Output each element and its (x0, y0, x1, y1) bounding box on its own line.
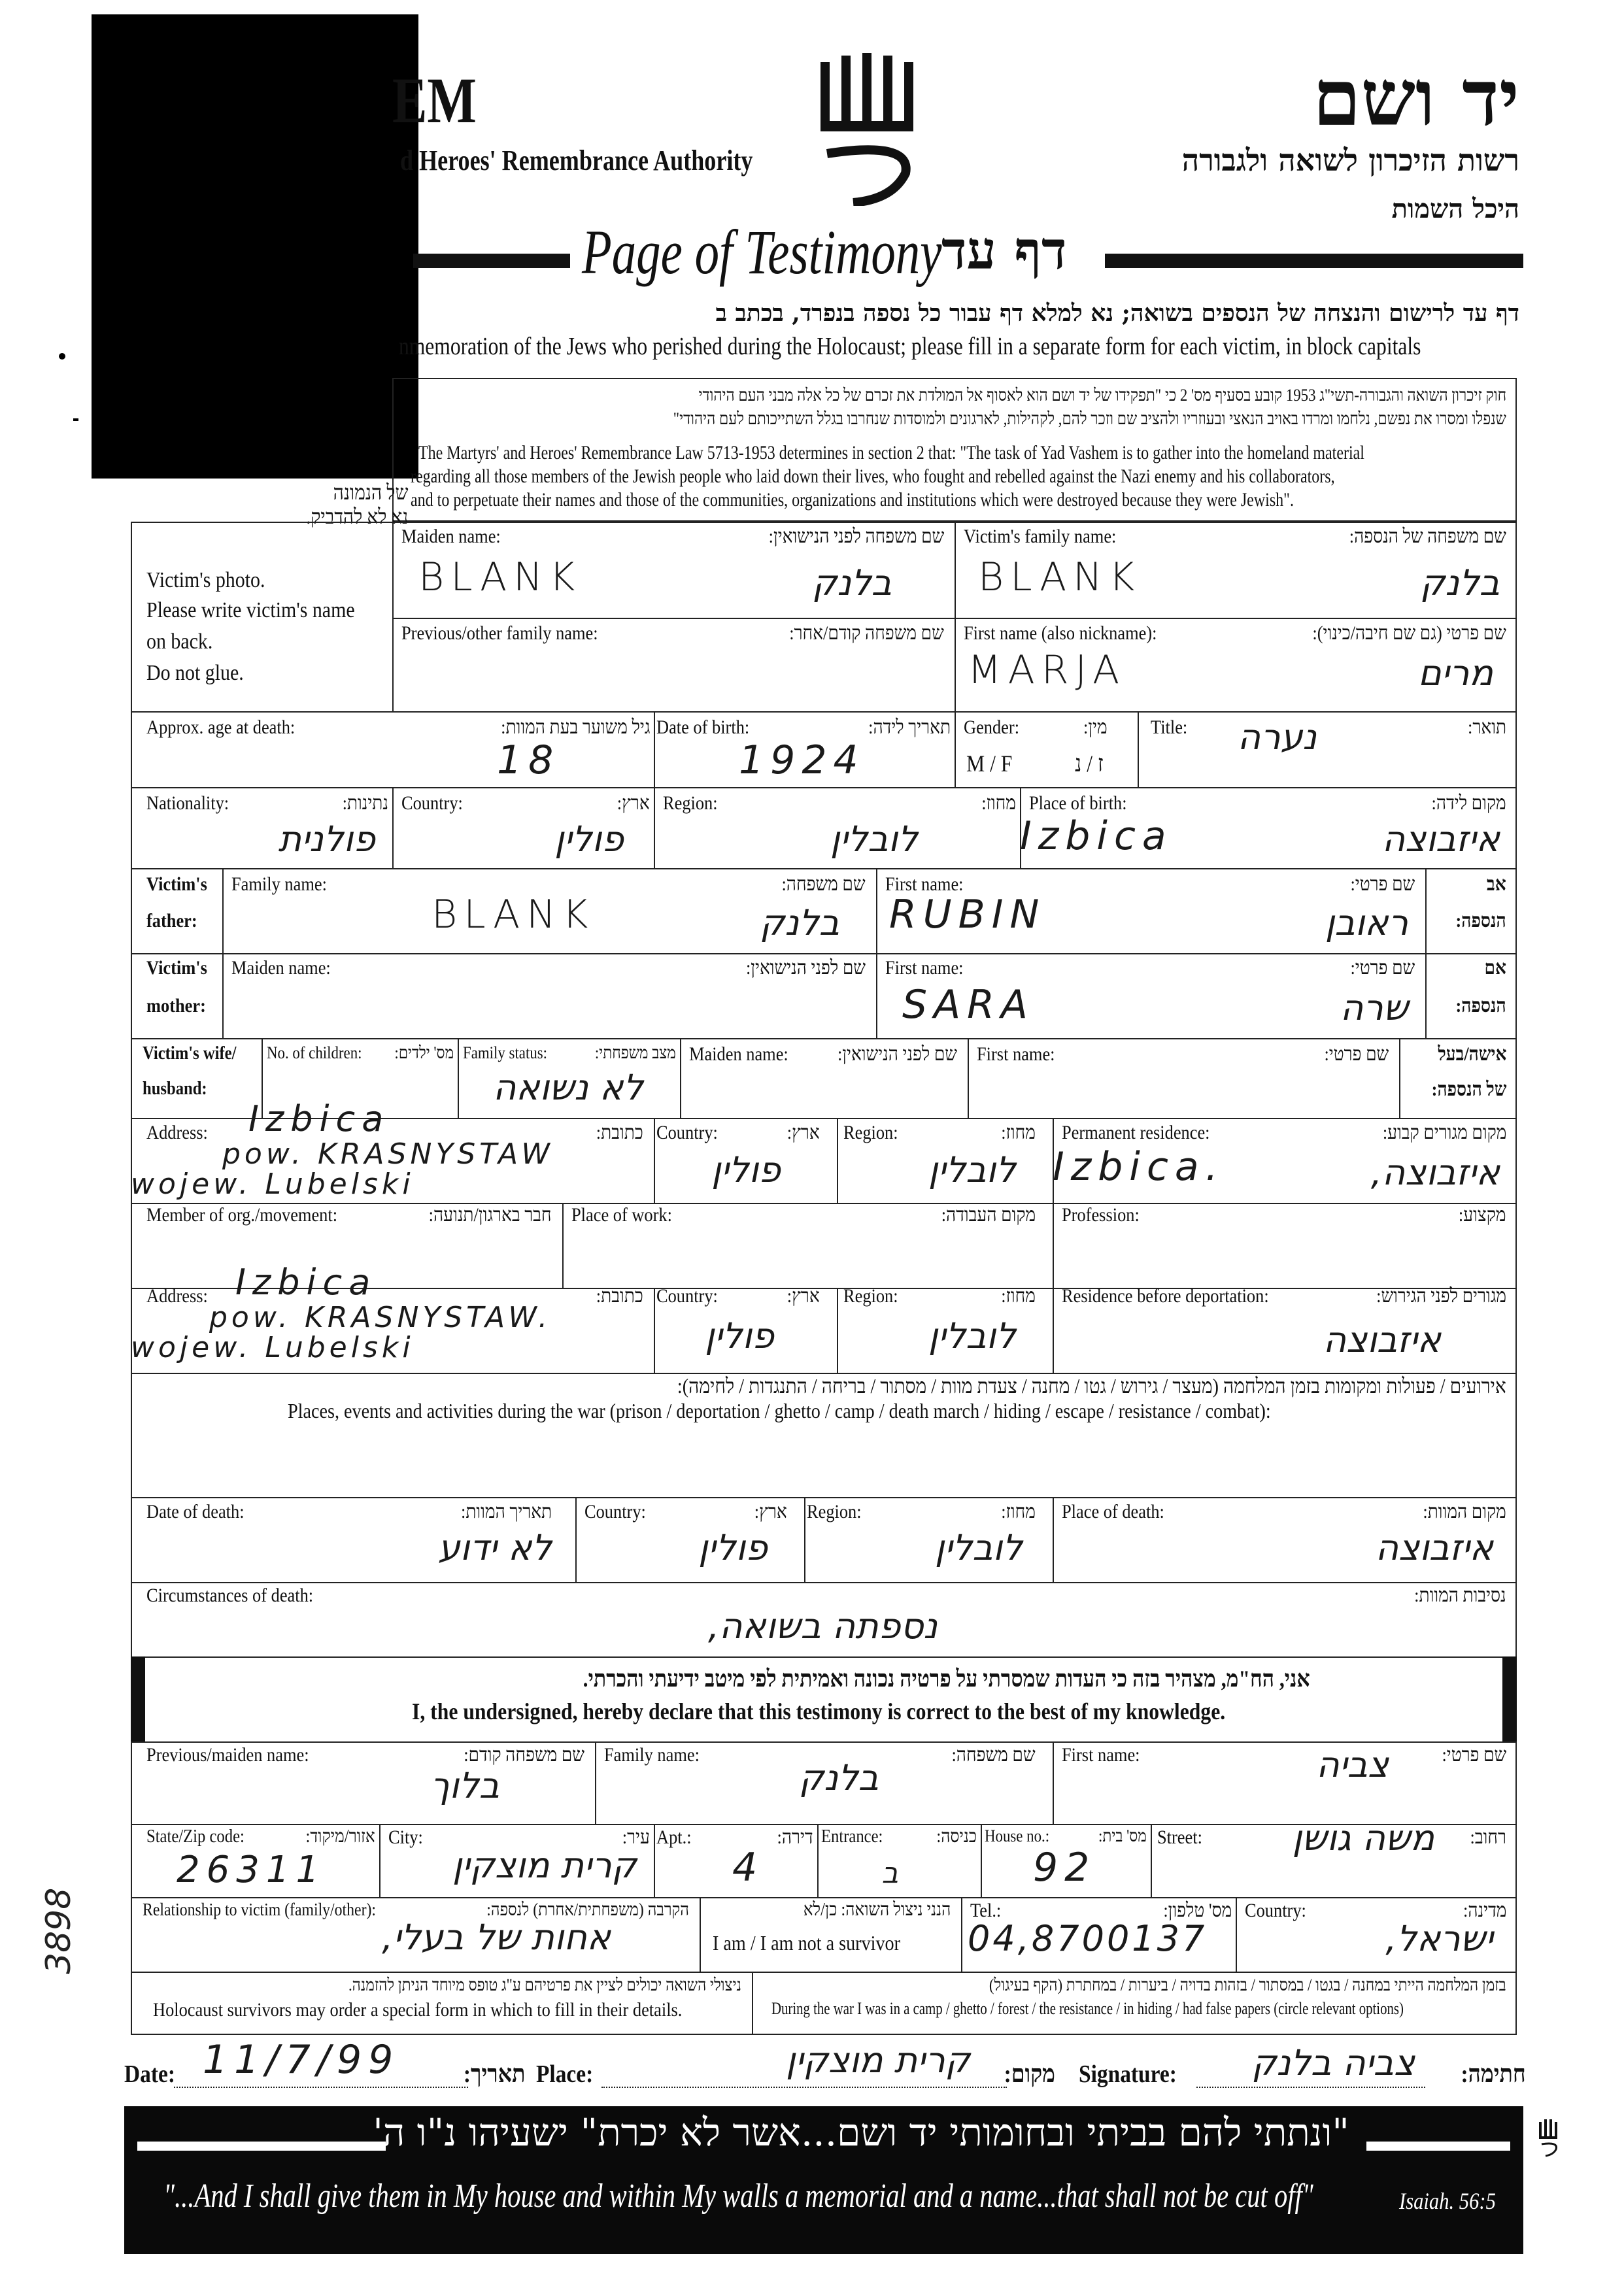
member-label-he: חבר בארגון/תנועה: (429, 1204, 552, 1226)
children-label-he: מס' ילדים: (394, 1043, 454, 1062)
mother-maiden-label: Maiden name: (231, 957, 331, 979)
spouse-label-he-2: של הנספה: (1431, 1079, 1506, 1100)
address-line3: wojew. Lubelski (131, 1168, 414, 1201)
death-region-value: לובלין (934, 1527, 1023, 1568)
father-family-value-he: בלנק (760, 902, 839, 943)
street-label-he: רחוב: (1470, 1826, 1506, 1848)
sub-family-value: בלנק (799, 1757, 879, 1798)
death-date-label-he: תאריך המוות: (460, 1501, 552, 1522)
dep-country-label: Country: (656, 1285, 718, 1307)
city-label-he: עיר: (622, 1826, 650, 1848)
sub-first-value: צביה (1316, 1744, 1389, 1785)
prev-name-label: Previous/other family name: (401, 622, 598, 644)
family-name-value: BLANK (978, 554, 1142, 600)
father-first-label-he: שם פרטי: (1350, 873, 1415, 895)
zip-label-he: אזור/מיקוד: (305, 1826, 375, 1847)
workplace-label-he: מקום העבודה: (941, 1204, 1036, 1226)
spouse-first-label-he: שם פרטי: (1324, 1043, 1389, 1065)
permanent-label-he: מקום מגורים קבוע: (1382, 1122, 1506, 1143)
relationship-label-he: הקרבה (משפחתית/אחרת) לנספה: (486, 1900, 689, 1919)
address-label-he: כתובת: (596, 1122, 643, 1143)
header-en-authority: d Heroes' Remembrance Authority (400, 144, 753, 176)
sub-prev-label: Previous/maiden name: (146, 1744, 309, 1766)
sig-place-label-he: מקום: (1004, 2060, 1055, 2088)
tel-label: Tel.: (970, 1900, 1002, 1921)
header-he-hall: היכל השמות (1391, 193, 1519, 224)
sig-sign-value: צביה בלנק (1251, 2042, 1415, 2083)
page-of-testimony-he: דף עד (941, 220, 1067, 281)
survivor-label: I am / I am not a survivor (713, 1931, 901, 1955)
first-name-value: MARJA (968, 647, 1126, 693)
death-circ-value: נספתה בשואה, (707, 1605, 938, 1647)
father-label-en-2: father: (146, 910, 197, 932)
permanent-label: Permanent residence: (1062, 1122, 1210, 1143)
father-family-label: Family name: (231, 873, 327, 895)
dob-value: 1924 (739, 737, 865, 783)
age-value: 18 (497, 737, 560, 783)
photo-he-1: של הנמונה (333, 480, 408, 504)
sig-place-label: Place: (536, 2060, 594, 2088)
dep-region-value: לובלין (928, 1315, 1016, 1356)
address-line2: pow. KRASNYSTAW (222, 1137, 554, 1171)
res-country-label: Country: (656, 1122, 718, 1143)
declaration-bar-left (131, 1656, 145, 1741)
spouse-label-he-1: אישה/בעל (1437, 1043, 1506, 1065)
death-place-value: איזבוצה (1375, 1527, 1493, 1568)
nationality-label-he: נתינות: (342, 792, 388, 814)
title-rule-right (1105, 254, 1523, 268)
region-label-he: מחוז: (981, 792, 1016, 814)
death-region-label: Region: (807, 1501, 862, 1522)
mother-maiden-label-he: שם לפני הנישואין: (745, 957, 866, 979)
scan-speck (59, 353, 65, 360)
house-label-he: מס' בית: (1098, 1826, 1147, 1845)
pob-value-he: איזבוצה (1381, 818, 1500, 860)
wartime-en: Places, events and activities during the war (prison / deportation / ghetto / camp / death march / hiding / escape / resistance / combat): (288, 1399, 1271, 1422)
maiden-name-label-he: שם משפחה לפני הנישואין: (768, 526, 944, 547)
permanent-value: Izbica. (1053, 1144, 1225, 1190)
sig-date-label-he: תאריך: (464, 2060, 526, 2088)
res-region-value: לובלין (928, 1149, 1016, 1190)
family-name-label: Victim's family name: (964, 526, 1117, 547)
scan-speck (73, 418, 78, 421)
death-place-label: Place of death: (1062, 1501, 1164, 1522)
father-family-label-he: שם משפחה: (781, 873, 866, 895)
father-first-label: First name: (885, 873, 964, 895)
res-country-label-he: ארץ: (787, 1122, 820, 1143)
mother-label-en-1: Victim's (146, 957, 207, 979)
spouse-label-en-2: husband: (143, 1079, 207, 1099)
law-he-2: שנפלו ומסרו את נפשם, נלחמו ומרדו באויב הנאצי ובעוזריו ולהציב שם וזכר להם, לקהילות, לארגונים ולמוסדות שנחרבו בגלל השתייכותם לעם היהודי" (673, 409, 1506, 428)
family-name-label-he: שם משפחה של הנספה: (1349, 526, 1506, 547)
city-label: City: (388, 1826, 423, 1848)
survivor-label-he: הנני ניצול השואה: כן/לא (803, 1900, 951, 1920)
spouse-label-en-1: Victim's wife/ (143, 1043, 237, 1064)
maiden-name-value: BLANK (418, 554, 582, 600)
res-country-value: פולין (711, 1149, 781, 1190)
death-country-label: Country: (584, 1501, 646, 1522)
sub-prev-value: בלוך (430, 1765, 499, 1806)
first-name-label: First name (also nickname): (964, 622, 1157, 644)
relationship-value: אחות של בעלי, (382, 1917, 611, 1958)
photo-en-3: on back. (146, 630, 213, 654)
zip-value: 26311 (177, 1849, 326, 1891)
dep-address-line3: wojew. Lubelski (131, 1331, 414, 1364)
sig-place-value: קרית מוצקין (785, 2040, 970, 2081)
dep-country-value: פולין (705, 1315, 774, 1356)
dep-region-label: Region: (843, 1285, 898, 1307)
first-name-value-he: מרים (1417, 652, 1493, 694)
instructions-he: דף עד לרישום והנצחה של הנספים בשואה; נא למלא דף עבור כל נספה בנפרד, בכתב ב (715, 299, 1519, 327)
sub-family-label: Family name: (604, 1744, 700, 1766)
house-label: House no.: (985, 1826, 1050, 1845)
region-value: לובלין (830, 818, 918, 860)
photo-en-2: Please write victim's name (146, 598, 355, 622)
footer-rule-right (1366, 2142, 1510, 2151)
maiden-name-value-he: בלנק (812, 562, 892, 603)
law-en-2: regarding all those members of the Jewish people who laid down their lives, who fought and rebelled against the Nazi enemy and his collaborators, (411, 465, 1335, 487)
gender-label: Gender: (964, 716, 1020, 738)
res-region-label-he: מחוז: (1001, 1122, 1036, 1143)
title-rule-left (413, 254, 570, 268)
gender-label-he: מין: (1083, 716, 1108, 738)
header-he-title: יד ושם (1312, 52, 1519, 143)
relationship-label: Relationship to victim (family/other): (143, 1900, 377, 1919)
dep-residence-label-he: מגורים לפני הגירוש: (1376, 1285, 1506, 1307)
gender-options: M / F (966, 750, 1013, 777)
father-label-en-1: Victim's (146, 873, 207, 895)
country-label: Country: (401, 792, 463, 814)
entrance-label-he: כניסה: (936, 1826, 977, 1847)
death-region-label-he: מחוז: (1001, 1501, 1036, 1522)
first-name-label-he: שם פרטי (גם שם חיבה/כינוי): (1312, 622, 1506, 644)
dep-residence-label: Residence before deportation: (1062, 1285, 1269, 1307)
sub-first-label-he: שם פרטי: (1442, 1744, 1506, 1766)
death-circ-label: Circumstances of death: (146, 1585, 314, 1606)
street-label: Street: (1157, 1826, 1202, 1848)
yad-vashem-logo (814, 49, 925, 206)
footer-en-quote: "...And I shall give them in My house and within My walls a memorial and a name...that shall not be cut off" (163, 2177, 1313, 2215)
notes-left-en: Holocaust survivors may order a special form in which to fill in their details. (153, 1999, 683, 2021)
state-label: Country: (1245, 1900, 1306, 1921)
house-value: 92 (1033, 1845, 1096, 1891)
nationality-label: Nationality: (146, 792, 229, 814)
notes-left-he: ניצולי השואה יכולים לציין את פרטיהם ע"ג טופס מיוחד הניתן להזמנה. (348, 1975, 741, 1994)
mother-label-en-2: mother: (146, 995, 206, 1017)
profession-label: Profession: (1062, 1204, 1140, 1226)
dep-address-label-he: כתובת: (596, 1285, 643, 1307)
photo-he-2: נא לא להדביק. (305, 505, 408, 528)
dep-address-label: Address: (146, 1285, 208, 1307)
spouse-first-label: First name: (977, 1043, 1055, 1065)
entrance-label: Entrance: (821, 1826, 883, 1847)
sig-date-value: 11/7/99 (203, 2037, 400, 2083)
declaration-en: I, the undersigned, hereby declare that this testimony is correct to the best of my knowledge. (412, 1698, 1226, 1724)
sig-date-label: Date: (124, 2060, 175, 2088)
header-en-title: EM (392, 64, 477, 137)
zip-label: State/Zip code: (146, 1826, 245, 1847)
page-of-testimony-title: Page of Testimony (582, 217, 942, 287)
sig-sign-label-he: חתימה: (1461, 2060, 1526, 2088)
dob-label: Date of birth: (656, 716, 750, 738)
photo-en-1: Victim's photo. (146, 568, 265, 592)
footer-en-source: Isaiah. 56:5 (1399, 2188, 1496, 2214)
dep-country-label-he: ארץ: (787, 1285, 820, 1307)
footer-small-logo (1536, 2118, 1563, 2157)
family-status-value: לא נשואה (493, 1067, 643, 1108)
law-he-1: חוק זיכרון השואה והגבורה-תשי"ג 1953 קובע בסעיף מס' 2 כי "תפקידו של יד ושם הוא לאסוף אל המולדת את זכרם של כל אלה מבני העם היהודי (698, 386, 1506, 405)
pob-label-he: מקום לידה: (1431, 792, 1506, 814)
street-value: משה גושן (1292, 1817, 1434, 1858)
title-label: Title: (1151, 716, 1188, 738)
city-value: קרית מוצקין (452, 1845, 637, 1886)
permanent-value-he: איזבוצה, (1370, 1152, 1500, 1193)
pob-value: Izbica (1020, 813, 1173, 859)
tel-value: 04,8700137 (968, 1918, 1208, 1959)
instructions-en: nmemoration of the Jews who perished during the Holocaust; please fill in a separate form for each victim, in block capitals (399, 333, 1421, 360)
profession-label-he: מקצוע: (1459, 1204, 1506, 1226)
father-label-he-2: הנספה: (1455, 910, 1506, 932)
dob-label-he: תאריך לידה: (868, 716, 951, 738)
sub-prev-label-he: שם משפחה קודם: (464, 1744, 584, 1766)
declaration-he: אני, הח"מ, מצהיר בזה כי העדות שמסרתי על פרטיה נכונה ואמיתית לפי מיטב ידיעתי והכרתי. (583, 1666, 1310, 1692)
dep-address-line2: pow. KRASNYSTAW. (209, 1301, 552, 1334)
sub-first-label: First name: (1062, 1744, 1140, 1766)
spouse-maiden-label-he: שם לפני הנישואין: (837, 1043, 957, 1065)
maiden-name-label: Maiden name: (401, 526, 501, 547)
region-label: Region: (663, 792, 718, 814)
member-label: Member of org./movement: (146, 1204, 338, 1226)
state-label-he: מדינה: (1463, 1900, 1506, 1921)
age-label-he: גיל משוער בעת המוות: (500, 716, 650, 738)
family-name-value-he: בלנק (1420, 562, 1500, 603)
header-he-authority: רשות הזיכרון לשואה ולגבורה (1181, 143, 1519, 178)
apt-label: Apt.: (656, 1826, 692, 1848)
death-place-label-he: מקום המוות: (1423, 1501, 1506, 1522)
death-date-label: Date of death: (146, 1501, 245, 1522)
country-value: פולין (554, 818, 624, 860)
address-label: Address: (146, 1122, 208, 1143)
law-en-3: and to perpetuate their names and those of the communities, organizations and institutions which were destroyed because they were Jewish". (411, 489, 1294, 511)
footer-he-quote: "ונתתי להם בביתי ובחומותי יד ושם...אשר לא יכרת" ישעיהו נ"ו ה' (373, 2110, 1349, 2155)
title-value: נערה (1237, 716, 1317, 758)
tel-label-he: מס' טלפון: (1163, 1900, 1232, 1921)
apt-label-he: דירה: (777, 1826, 813, 1848)
margin-note: 3898 (39, 1887, 78, 1974)
gender-options-he: ז / נ (1075, 750, 1104, 777)
age-label: Approx. age at death: (146, 716, 296, 738)
wartime-he: אירועים / פעולות ומקומות בזמן המלחמה (מעצר / גירוש / גטו / מחנה / צעדת מוות / מסתור / בריחה / התנגדות / לחימה): (677, 1374, 1506, 1398)
sub-family-label-he: שם משפחה: (951, 1744, 1036, 1766)
mother-first-value: SARA (902, 982, 1034, 1028)
photo-en-4: Do not glue. (146, 661, 244, 685)
res-region-label: Region: (843, 1122, 898, 1143)
apt-value: 4 (732, 1845, 764, 1891)
death-date-value: לא ידוע (437, 1527, 552, 1568)
state-value: ישראל, (1385, 1918, 1493, 1959)
nationality-value: פולנית (278, 818, 375, 860)
mother-first-value-he: שרה (1340, 987, 1408, 1028)
workplace-label: Place of work: (571, 1204, 672, 1226)
prev-name-label-he: שם משפחה קודם/אחר: (789, 622, 944, 644)
family-status-label: Family status: (463, 1043, 548, 1062)
dep-residence-value: איזבוצה (1323, 1319, 1441, 1360)
death-country-value: פולין (698, 1527, 768, 1568)
death-circ-label-he: נסיבות המוות: (1414, 1585, 1506, 1606)
law-en-1: The Martyrs' and Heroes' Remembrance Law 5713-1953 determines in section 2 that: "The task of Yad Vashem is to gather into the homeland material (418, 442, 1364, 463)
father-label-he-1: אב (1487, 873, 1506, 895)
address-line1: Izbica (248, 1098, 390, 1139)
redacted-photo (92, 14, 418, 479)
mother-first-label: First name: (885, 957, 964, 979)
dep-region-label-he: מחוז: (1001, 1285, 1036, 1307)
mother-first-label-he: שם פרטי: (1350, 957, 1415, 979)
title-label-he: תואר: (1467, 716, 1506, 738)
father-first-value-he: ראובן (1325, 902, 1408, 943)
entrance-value: ב (881, 1857, 898, 1890)
dep-address-line1: Izbica (235, 1262, 377, 1303)
footer-rule-left (137, 2142, 386, 2151)
mother-label-he-1: אם (1484, 957, 1506, 979)
pob-label: Place of birth: (1029, 792, 1127, 814)
children-label: No. of children: (267, 1043, 362, 1062)
sig-sign-label: Signature: (1079, 2060, 1177, 2088)
notes-right-en: During the war I was in a camp / ghetto / forest / the resistance / in hiding / had false papers (circle relevant options) (771, 1999, 1404, 2018)
country-label-he: ארץ: (617, 792, 650, 814)
father-first-value: RUBIN (889, 892, 1046, 937)
father-family-value: BLANK (431, 892, 595, 937)
spouse-maiden-label: Maiden name: (689, 1043, 788, 1065)
mother-label-he-2: הנספה: (1455, 995, 1506, 1017)
family-status-label-he: מצב משפחתי: (595, 1043, 676, 1062)
declaration-bar-right (1502, 1656, 1517, 1741)
death-country-label-he: ארץ: (754, 1501, 787, 1522)
notes-right-he: בזמן המלחמה הייתי במחנה / בגטו / במסתור / בזהות בדויה / ביערות / במחתרת (הקף בעיגול) (989, 1975, 1506, 1994)
